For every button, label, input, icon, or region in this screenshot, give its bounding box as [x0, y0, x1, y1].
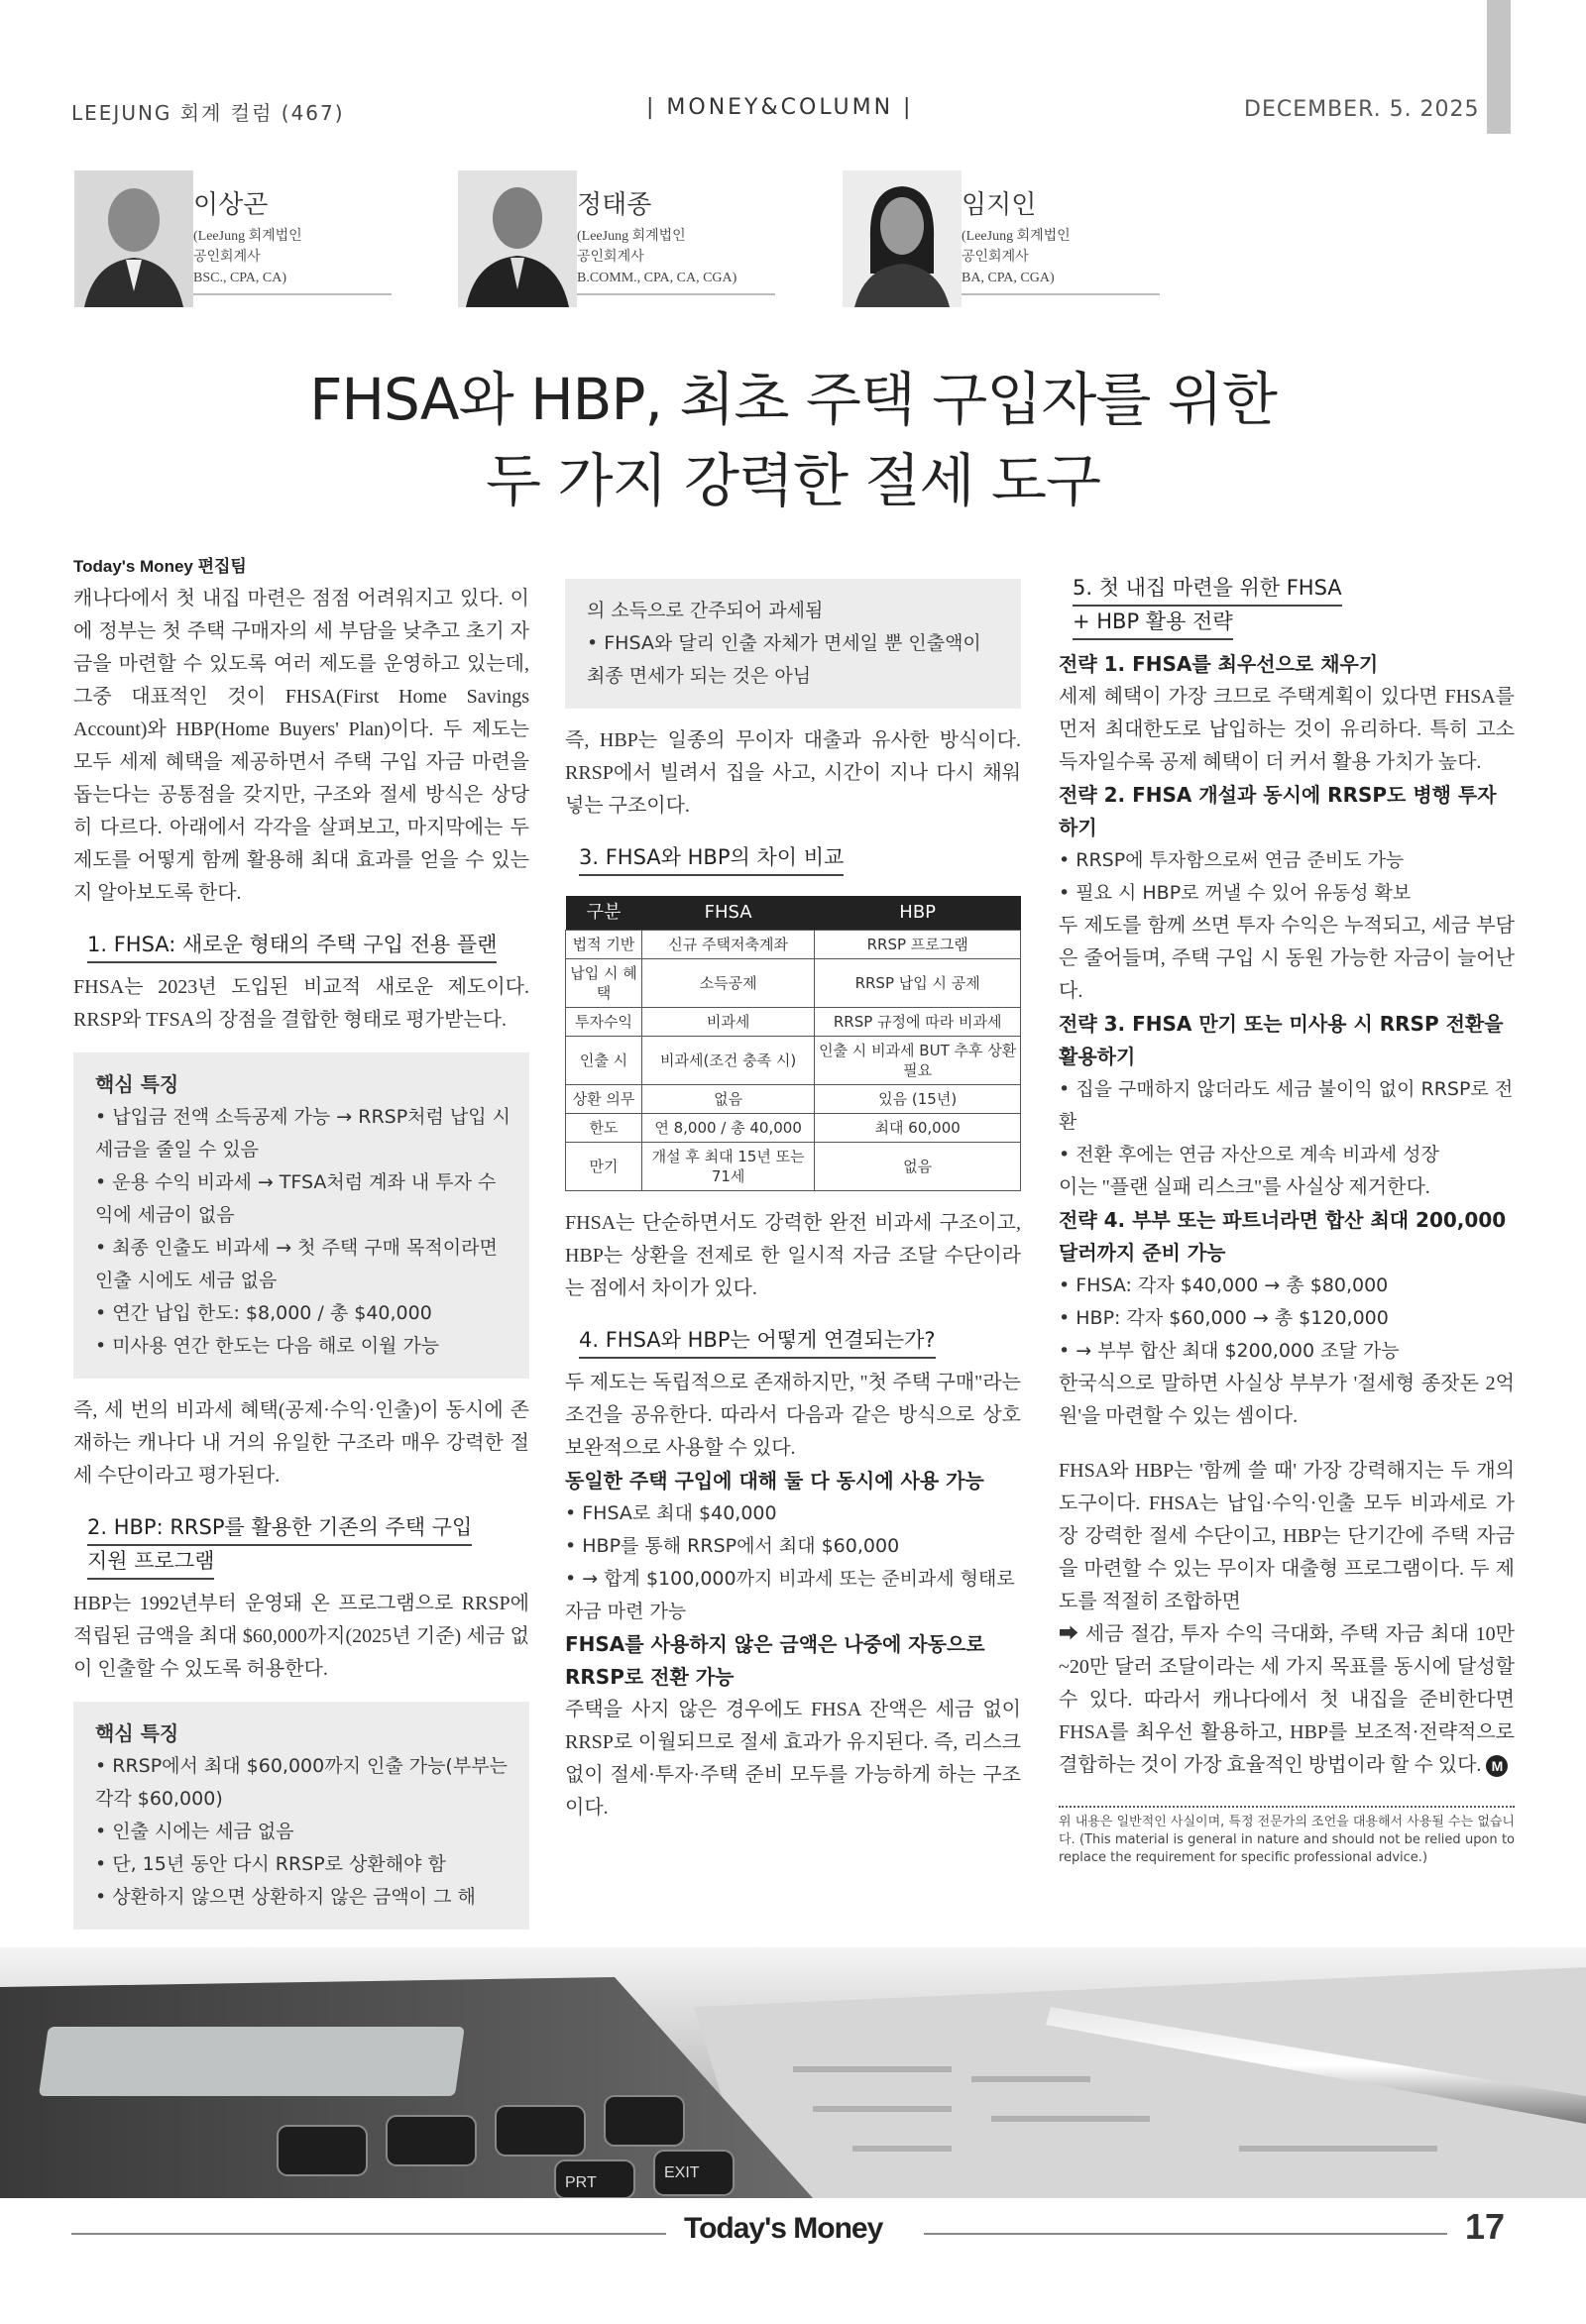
strategy-3-heading: 전략 3. FHSA 만기 또는 미사용 시 RRSP 전환을 활용하기	[1059, 1012, 1504, 1068]
table-row	[566, 1113, 1021, 1142]
section-5-heading: 5. 첫 내집 마련을 위한 FHSA	[1073, 573, 1342, 607]
column-3	[1059, 573, 1515, 1867]
list-item: • RRSP에서 최대 $60,000까지 인출 가능(부부는 각각 $60,000)	[95, 1755, 508, 1810]
table-header: 구분	[566, 896, 642, 930]
table-row	[566, 1007, 1021, 1036]
list-item: • 필요 시 HBP로 꺼낼 수 있어 유동성 확보	[1059, 882, 1412, 904]
list-item: • 운용 수익 비과세 → TFSA처럼 계좌 내 투자 수익에 세금이 없음	[95, 1171, 497, 1226]
table-cell: 인출 시 비과세 BUT 추후 상환 필요	[815, 1036, 1021, 1084]
section-5-heading-cont: + HBP 활용 전략	[1073, 607, 1233, 640]
strategy-4-heading: 전략 4. 부부 또는 파트너라면 합산 최대 200,000 달러까지 준비 가능	[1059, 1208, 1507, 1265]
table-header: HBP	[815, 896, 1021, 930]
table-row	[566, 1142, 1021, 1190]
divider	[962, 293, 1160, 295]
section-1-summary: 즉, 세 번의 비과세 혜택(공제·수익·인출)이 동시에 존재하는 캐나다 내 거의 유일한 구조라 매우 강력한 절세 수단이라고 평가된다.	[73, 1399, 529, 1487]
key-label-exit: EXIT	[664, 2164, 700, 2181]
section-label: | MONEY&COLUMN |	[646, 95, 914, 120]
divider	[193, 293, 392, 295]
table-cell: 법적 기반	[566, 930, 642, 958]
section-4-heading: 4. FHSA와 HBP는 어떻게 연결되는가?	[579, 1325, 936, 1359]
list-item: • 납입금 전액 소득공제 가능 → RRSP처럼 납입 시 세금을 줄일 수 있음	[95, 1106, 511, 1161]
column-1	[73, 555, 529, 1945]
table-cell: 상환 의무	[566, 1084, 642, 1113]
subheading: FHSA를 사용하지 않은 금액은 나중에 자동으로 RRSP로 전환 가능	[565, 1631, 985, 1689]
paragraph: 두 제도는 독립적으로 존재하지만, "첫 주택 구매"라는 조건을 공유한다. 따라서 다음과 같은 방식으로 상호 보완적으로 사용할 수 있다.	[565, 1371, 1021, 1459]
list-item: • 상환하지 않으면 상환하지 않은 금액이 그 해	[95, 1886, 476, 1908]
author-name: 정태종	[577, 190, 652, 220]
page-number: 17	[1465, 2206, 1506, 2247]
conclusion-paragraph-2: ➡ 세금 절감, 투자 수익 극대화, 주택 자금 최대 10만~20만 달러 조달이라는 세 가지 목표를 동시에 달성할 수 있다. 따라서 캐나다에서 첫 내집을 준비한다면FHSA를 최우선 활용하고, HBP를 보조적·전략적으로 결합하는 것이 가장 효율적인 방법이라 할 수 있다. M	[1059, 1623, 1515, 1776]
table-cell: 신규 주택저축계좌	[641, 930, 814, 958]
table-cell: 연 8,000 / 총 40,000	[641, 1113, 814, 1142]
table-cell: 있음 (15년)	[815, 1084, 1021, 1113]
table-cell: 비과세(조건 충족 시)	[641, 1036, 814, 1084]
key-features-box-fhsa	[73, 1052, 529, 1379]
table-row	[566, 958, 1021, 1007]
table-cell: 없음	[815, 1142, 1021, 1190]
disclaimer: 위 내용은 일반적인 사실이며, 특정 전문가의 조언을 대용해서 사용될 수는 없습니다. (This material is general in nature and should not be relied upon to replace the requirement for specific professional advice.)	[1059, 1806, 1515, 1867]
table-cell: RRSP 프로그램	[815, 930, 1021, 958]
intro-paragraph: 캐나다에서 첫 내집 마련은 점점 어려워지고 있다. 이에 정부는 첫 주택 구매자의 세 부담을 낮추고 초기 자금을 마련할 수 있도록 여러 제도를 운영하고 있는데, 그중 대표적인 것이 FHSA(First Home Savings Account)와 HBP(Home Buyers' Plan)이다. 두 제도는 모두 세제 혜택을 제공하면서 주택 구입 자금 마련을 돕는다는 공통점을 갖지만, 구조와 절세 방식은 상당히 다르다. 아래에서 각각을 살펴보고, 마지막에는 두 제도를 어떻게 함께 활용해 최대 효과를 얻을 수 있는지 알아보도록 한다.	[73, 588, 529, 904]
list-item: • FHSA와 달리 인출 자체가 면세일 뿐 인출액이 최종 면세가 되는 것은 아님	[587, 632, 981, 687]
key-features-box-hbp-cont	[565, 579, 1021, 709]
column-2	[565, 579, 1021, 1825]
table-cell: 개설 후 최대 15년 또는 71세	[641, 1142, 814, 1190]
key-features-box-hbp	[73, 1702, 529, 1930]
author-2	[458, 170, 775, 309]
author-credentials: (LeeJung 회계법인 공인회계사 BA, CPA, CGA)	[962, 229, 1071, 285]
title-line-1: FHSA와 HBP, 최초 주택 구입자를 위한	[309, 366, 1277, 433]
table-cell: 없음	[641, 1084, 814, 1113]
table-row	[566, 930, 1021, 958]
issue-date: DECEMBER. 5. 2025	[1244, 97, 1480, 122]
paragraph: 두 제도를 함께 쓰면 투자 수익은 누적되고, 세금 부담은 줄어들며, 주택 구입 시 동원 가능한 자금이 늘어난다.	[1059, 915, 1515, 1002]
section-3-heading: 3. FHSA와 HBP의 차이 비교	[579, 842, 844, 876]
paragraph: 한국식으로 말하면 사실상 부부가 '절세형 종잣돈 2억 원'을 마련할 수 있는 셈이다.	[1059, 1373, 1515, 1427]
section-1-heading: 1. FHSA: 새로운 형태의 주택 구입 전용 플랜	[87, 930, 497, 963]
section-2-heading: 2. HBP: RRSP를 활용한 기존의 주택 구입	[87, 1512, 472, 1546]
subheading: 동일한 주택 구입에 대해 둘 다 동시에 사용 가능	[565, 1468, 984, 1493]
strategy-2-heading: 전략 2. FHSA 개설과 동시에 RRSP도 병행 투자하기	[1059, 783, 1497, 839]
author-credentials: (LeeJung 회계법인 공인회계사 B.COMM., CPA, CA, CGA)	[577, 229, 737, 285]
author-photo	[843, 170, 962, 307]
calculator-photo	[0, 1947, 1586, 2198]
key-label-prt: PRT	[565, 2174, 597, 2191]
table-cell: 비과세	[641, 1007, 814, 1036]
paragraph: 주택을 사지 않은 경우에도 FHSA 잔액은 세금 없이 RRSP로 이월되므로 절세 효과가 유지된다. 즉, 리스크 없이 절세·투자·주택 준비 모두를 가능하게 하는 구조이다.	[565, 1698, 1021, 1819]
article-title	[0, 359, 1586, 521]
author-1	[74, 170, 392, 309]
list-item: • 전환 후에는 연금 자산으로 계속 비과세 성장	[1059, 1144, 1439, 1165]
list-item: • FHSA로 최대 $40,000	[565, 1501, 777, 1524]
footer-rule	[924, 2233, 1447, 2235]
table-header: FHSA	[641, 896, 814, 930]
table-cell: 인출 시	[566, 1036, 642, 1084]
author-photo	[458, 170, 577, 307]
author-photo	[74, 170, 193, 307]
list-item: • 미사용 연간 한도는 다음 해로 이월 가능	[95, 1335, 440, 1357]
section-2-text: HBP는 1992년부터 운영돼 온 프로그램으로 RRSP에 적립된 금액을 최대 $60,000까지(2025년 기준) 세금 없이 인출할 수 있도록 허용한다.	[73, 1593, 529, 1680]
table-cell: 납입 시 혜택	[566, 958, 642, 1007]
strategy-1-heading: 전략 1. FHSA를 최우선으로 채우기	[1059, 652, 1379, 676]
list-item: • HBP를 통해 RRSP에서 최대 $60,000	[565, 1534, 900, 1557]
table-cell: RRSP 규정에 따라 비과세	[815, 1007, 1021, 1036]
table-cell: 만기	[566, 1142, 642, 1190]
list-item: • → 합계 $100,000까지 비과세 또는 준비과세 형태로 자금 마련 가능	[565, 1567, 1015, 1622]
author-3	[843, 170, 1160, 309]
table-cell: 한도	[566, 1113, 642, 1142]
corner-tab	[1487, 0, 1511, 134]
table-row	[566, 1036, 1021, 1084]
section-2-heading-cont: 지원 프로그램	[87, 1546, 214, 1580]
title-line-2: 두 가지 강력한 절세 도구	[485, 447, 1101, 514]
list-item: • → 부부 합산 최대 $200,000 조달 가능	[1059, 1340, 1400, 1362]
column-series-label: LEEJUNG 회계 컬럼 (467)	[71, 101, 345, 125]
list-item: • RRSP에 투자함으로써 연금 준비도 가능	[1059, 849, 1405, 871]
table-cell: 투자수익	[566, 1007, 642, 1036]
list-item: • 집을 구매하지 않더라도 세금 불이익 없이 RRSP로 전환	[1059, 1078, 1514, 1133]
list-item: • 최종 인출도 비과세 → 첫 주택 구매 목적이라면 인출 시에도 세금 없음	[95, 1237, 498, 1291]
comparison-table	[565, 896, 1021, 1191]
table-row	[566, 1084, 1021, 1113]
paragraph: 세제 혜택이 가장 크므로 주택계획이 있다면 FHSA를 먼저 최대한도로 납입하는 것이 유리하다. 특히 고소득자일수록 공제 혜택이 더 커서 활용 가치가 높다.	[1059, 686, 1515, 773]
box-heading: 핵심 특징	[95, 1721, 179, 1745]
conclusion-paragraph: FHSA와 HBP는 '함께 쓸 때' 가장 강력해지는 두 개의 도구이다. FHSA는 납입·수익·인출 모두 비과세로 가장 강력한 절세 수단이고, HBP는 단기간에 주택 자금을 마련할 수 있는 무이자 대출형 프로그램이다. 두 제도를 적절히 조합하면	[1059, 1460, 1515, 1612]
paragraph: 이는 "플랜 실패 리스크"를 사실상 제거한다.	[1059, 1176, 1430, 1198]
divider	[577, 293, 775, 295]
table-cell: 최대 60,000	[815, 1113, 1021, 1142]
magazine-logo: Today's Money	[684, 2212, 883, 2245]
author-name: 이상곤	[193, 190, 269, 220]
table-cell: 소득공제	[641, 958, 814, 1007]
section-1-text: FHSA는 2023년 도입된 비교적 새로운 제도이다. RRSP와 TFSA의 장점을 결합한 형태로 평가받는다.	[73, 976, 529, 1031]
table-cell: RRSP 납입 시 공제	[815, 958, 1021, 1007]
author-name: 임지인	[962, 190, 1037, 220]
author-credentials: (LeeJung 회계법인 공인회계사 BSC., CPA, CA)	[193, 229, 302, 285]
paragraph: FHSA는 단순하면서도 강력한 완전 비과세 구조이고, HBP는 상환을 전제로 한 일시적 자금 조달 수단이라는 점에서 차이가 있다.	[565, 1211, 1021, 1299]
table-header-row	[566, 896, 1021, 930]
paragraph: 즉, HBP는 일종의 무이자 대출과 유사한 방식이다. RRSP에서 빌려서 집을 사고, 시간이 지나 다시 채워 넣는 구조이다.	[565, 729, 1021, 817]
footer-rule	[71, 2233, 666, 2235]
list-item: • FHSA: 각자 $40,000 → 총 $80,000	[1059, 1274, 1389, 1296]
end-mark-icon: M	[1486, 1755, 1508, 1777]
list-item: • 단, 15년 동안 다시 RRSP로 상환해야 함	[95, 1853, 446, 1875]
byline: Today's Money 편집팀	[73, 557, 247, 576]
box-heading: 핵심 특징	[95, 1072, 179, 1096]
list-item: • 인출 시에는 세금 없음	[95, 1821, 294, 1842]
list-item: 의 소득으로 간주되어 과세됨	[587, 600, 824, 621]
list-item: • 연간 납입 한도: $8,000 / 총 $40,000	[95, 1302, 432, 1324]
list-item: • HBP: 각자 $60,000 → 총 $120,000	[1059, 1307, 1389, 1329]
